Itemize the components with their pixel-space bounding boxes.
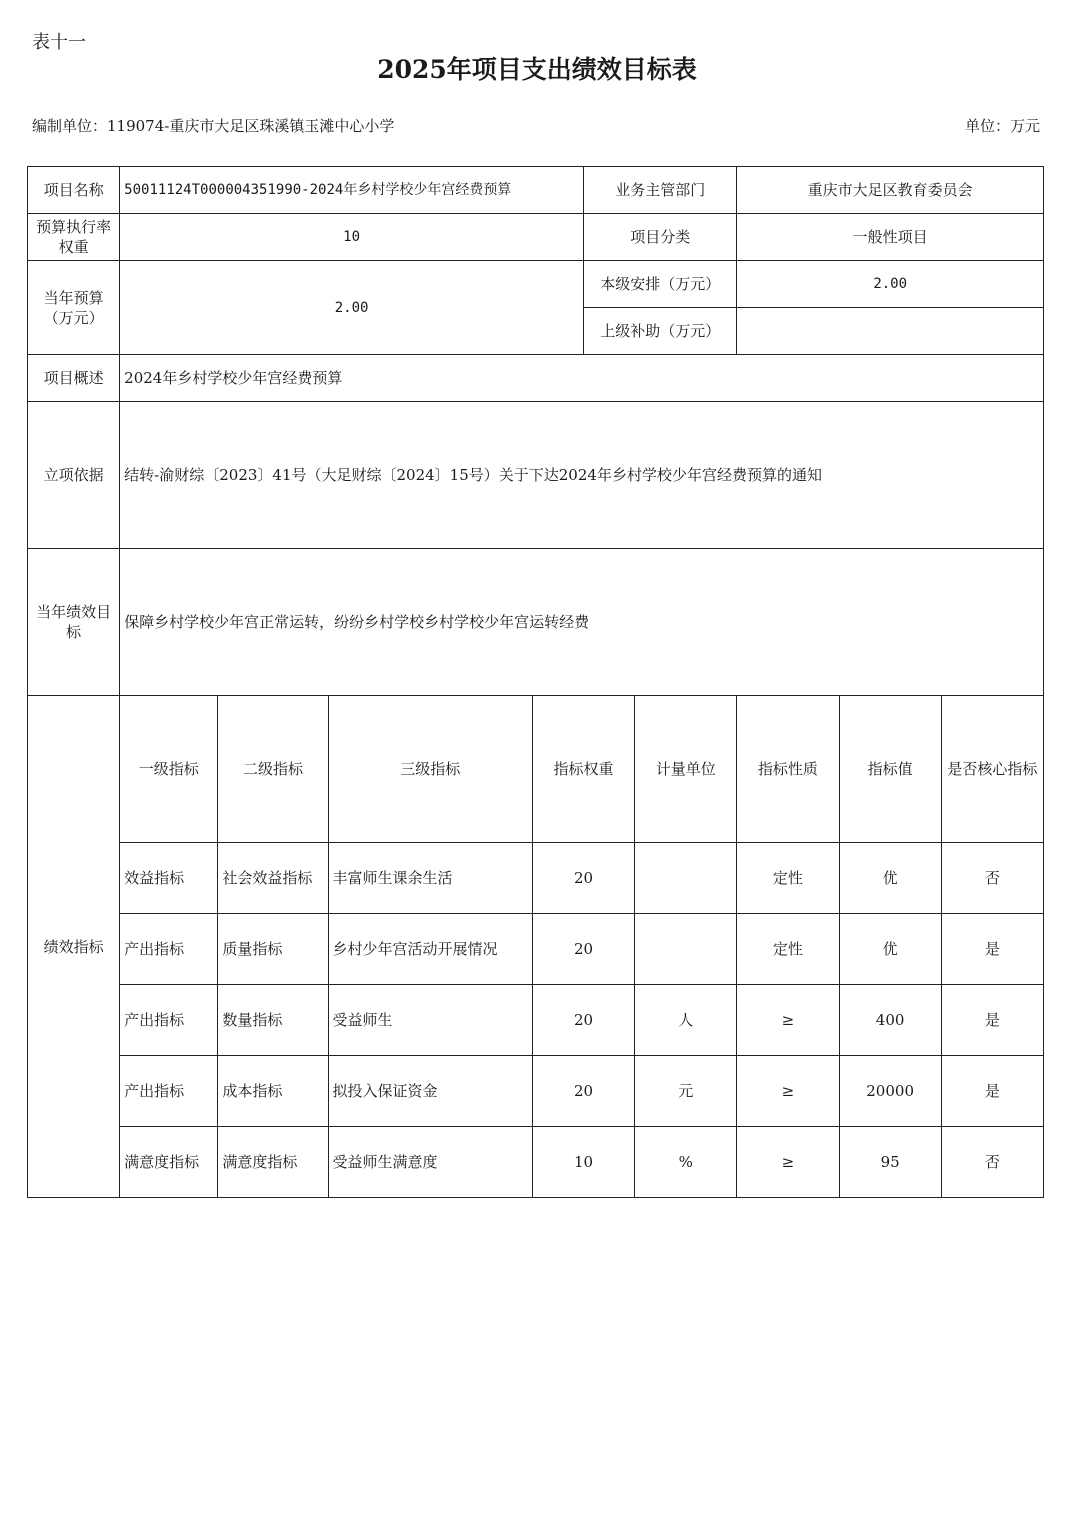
weight-cell: 10 <box>532 1127 634 1198</box>
header-value: 指标值 <box>839 696 941 843</box>
level2-cell: 满意度指标 <box>218 1127 328 1198</box>
value-cell: 优 <box>839 843 941 914</box>
value-cell: 400 <box>839 985 941 1056</box>
subsidy-label: 上级补助（万元） <box>584 308 737 355</box>
value-cell: 20000 <box>839 1056 941 1127</box>
nature-cell: ≥ <box>737 1056 839 1127</box>
local-label: 本级安排（万元） <box>584 261 737 308</box>
compiler-unit: 编制单位：119074-重庆市大足区珠溪镇玉滩中心小学 <box>32 117 395 135</box>
performance-table <box>27 166 1044 1198</box>
header-level2: 二级指标 <box>218 696 328 843</box>
weight-cell: 20 <box>532 1056 634 1127</box>
table-number: 表十一 <box>32 32 86 53</box>
table-row <box>28 1127 1044 1198</box>
weight-cell: 20 <box>532 985 634 1056</box>
unit-cell: % <box>635 1127 737 1198</box>
weight-cell: 20 <box>532 843 634 914</box>
unit-cell <box>635 843 737 914</box>
level1-cell: 满意度指标 <box>120 1127 218 1198</box>
basis-value: 结转-渝财综〔2023〕41号（大足财综〔2024〕15号）关于下达2024年乡村学校少年宫经费预算的通知 <box>120 402 1044 549</box>
level2-cell: 质量指标 <box>218 914 328 985</box>
level1-cell: 效益指标 <box>120 843 218 914</box>
level3-cell: 受益师生 <box>328 985 532 1056</box>
nature-cell: ≥ <box>737 985 839 1056</box>
level3-cell: 乡村少年宫活动开展情况 <box>328 914 532 985</box>
goal-value: 保障乡村学校少年宫正常运转，纷纷乡村学校乡村学校少年宫运转经费 <box>120 549 1044 696</box>
indicators-section-label: 绩效指标 <box>28 696 120 1198</box>
dept-value: 重庆市大足区教育委员会 <box>737 167 1044 214</box>
header-core: 是否核心指标 <box>941 696 1043 843</box>
core-cell: 是 <box>941 985 1043 1056</box>
level2-cell: 成本指标 <box>218 1056 328 1127</box>
subsidy-value <box>737 308 1044 355</box>
table-row <box>28 843 1044 914</box>
value-cell: 优 <box>839 914 941 985</box>
table-row <box>28 914 1044 985</box>
header-level1: 一级指标 <box>120 696 218 843</box>
level3-cell: 拟投入保证资金 <box>328 1056 532 1127</box>
core-cell: 否 <box>941 843 1043 914</box>
dept-label: 业务主管部门 <box>584 167 737 214</box>
budget-value: 2.00 <box>120 261 584 355</box>
currency-unit: 单位：万元 <box>964 117 1040 135</box>
core-cell: 否 <box>941 1127 1043 1198</box>
local-value: 2.00 <box>737 261 1044 308</box>
unit-cell <box>635 914 737 985</box>
header-unit: 计量单位 <box>635 696 737 843</box>
budget-label: 当年预算（万元） <box>28 261 120 355</box>
header-weight: 指标权重 <box>532 696 634 843</box>
table-row <box>28 985 1044 1056</box>
nature-cell: 定性 <box>737 914 839 985</box>
level3-cell: 丰富师生课余生活 <box>328 843 532 914</box>
overview-label: 项目概述 <box>28 355 120 402</box>
weight-label: 预算执行率权重 <box>28 214 120 261</box>
core-cell: 是 <box>941 914 1043 985</box>
basis-label: 立项依据 <box>28 402 120 549</box>
page-title: 2025年项目支出绩效目标表 <box>377 55 697 84</box>
level1-cell: 产出指标 <box>120 1056 218 1127</box>
unit-cell: 元 <box>635 1056 737 1127</box>
overview-value: 2024年乡村学校少年宫经费预算 <box>120 355 1044 402</box>
nature-cell: 定性 <box>737 843 839 914</box>
nature-cell: ≥ <box>737 1127 839 1198</box>
core-cell: 是 <box>941 1056 1043 1127</box>
level1-cell: 产出指标 <box>120 985 218 1056</box>
value-cell: 95 <box>839 1127 941 1198</box>
level3-cell: 受益师生满意度 <box>328 1127 532 1198</box>
category-label: 项目分类 <box>584 214 737 261</box>
project-name-label: 项目名称 <box>28 167 120 214</box>
weight-value: 10 <box>120 214 584 261</box>
level2-cell: 数量指标 <box>218 985 328 1056</box>
header-nature: 指标性质 <box>737 696 839 843</box>
header-level3: 三级指标 <box>328 696 532 843</box>
table-row <box>28 1056 1044 1127</box>
goal-label: 当年绩效目标 <box>28 549 120 696</box>
project-name-value: 50011124T000004351990-2024年乡村学校少年宫经费预算 <box>120 167 584 214</box>
level1-cell: 产出指标 <box>120 914 218 985</box>
unit-cell: 人 <box>635 985 737 1056</box>
category-value: 一般性项目 <box>737 214 1044 261</box>
weight-cell: 20 <box>532 914 634 985</box>
level2-cell: 社会效益指标 <box>218 843 328 914</box>
